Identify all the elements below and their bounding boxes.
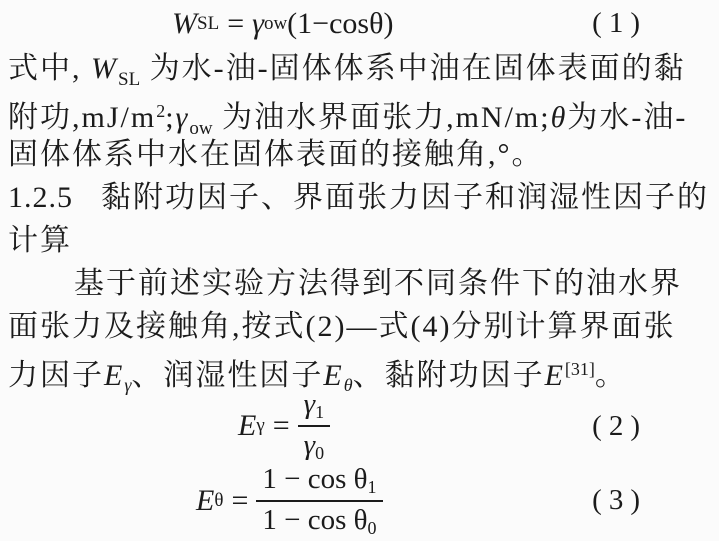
inline-var-gamma-sub: ow bbox=[189, 118, 213, 139]
para1-line1 bbox=[0, 47, 719, 90]
eq1-gamma: γ bbox=[252, 6, 264, 40]
equation-2-formula bbox=[238, 389, 330, 463]
citation-31-superscript: [31] bbox=[564, 359, 595, 379]
equation-3-number: (3) bbox=[592, 484, 647, 516]
squared-superscript: 2 bbox=[156, 101, 166, 121]
eq2-den-sub: 0 bbox=[315, 443, 325, 463]
eq2-lhs-subscript: γ bbox=[256, 415, 265, 436]
eq1-lhs: W bbox=[172, 6, 197, 40]
para2-line2: 面张力及接触角,按式(2)—式(4)分别计算界面张 bbox=[8, 310, 676, 343]
eq2-num-gamma: γ bbox=[303, 388, 316, 421]
inline-var-e-gamma: E bbox=[104, 359, 125, 392]
section-heading-line2: 计算 bbox=[8, 224, 72, 257]
section-heading-line1 bbox=[0, 176, 719, 219]
para1-line2-text2: ; bbox=[165, 101, 176, 134]
eq3-den-expr: 1 − cos θ bbox=[262, 503, 368, 536]
para1-line2-text4: 为水-油- bbox=[567, 101, 688, 134]
equation-2 bbox=[0, 388, 719, 463]
para1-line2-text3: 为油水界面张力,mN/m; bbox=[212, 101, 551, 134]
para2-line3-text1: 力因子 bbox=[8, 359, 104, 392]
eq3-lhs-subscript: θ bbox=[214, 489, 224, 511]
section-title-line1: 黏附功因子、界面张力因子和润湿性因子的 bbox=[101, 181, 709, 214]
eq3-den-sub: 0 bbox=[367, 517, 377, 538]
equation-3 bbox=[0, 461, 719, 540]
para1-line1-text2: 为水-油-固体体系中油在固体表面的黏 bbox=[140, 52, 686, 85]
eq2-num-sub: 1 bbox=[315, 402, 325, 423]
eq3-lhs: E bbox=[196, 483, 215, 517]
equation-2-number: (2) bbox=[592, 409, 647, 442]
para1-line2 bbox=[0, 90, 719, 139]
eq3-num-sub: 1 bbox=[367, 476, 377, 497]
eq2-lhs: E bbox=[238, 409, 257, 442]
eq1-gamma-subscript: ow bbox=[263, 12, 288, 34]
inline-var-w-sub: SL bbox=[118, 69, 141, 90]
equation-1 bbox=[0, 0, 719, 47]
inline-var-e-theta: E bbox=[323, 359, 344, 392]
eq1-lhs-subscript: SL bbox=[197, 12, 220, 34]
para1-line2-text1: 附功,mJ/m bbox=[8, 101, 157, 134]
para2-line1: 基于前述实验方法得到不同条件下的油水界 bbox=[74, 267, 682, 300]
inline-var-e: E bbox=[544, 359, 565, 392]
eq3-denominator bbox=[256, 500, 382, 538]
para2-line3-text2: 、润湿性因子 bbox=[131, 359, 324, 392]
eq3-equals: = bbox=[231, 483, 249, 517]
inline-var-w: W bbox=[91, 52, 118, 85]
para1-line1-text1: 式中, bbox=[8, 52, 91, 85]
para2-line3-text4: 。 bbox=[594, 359, 627, 392]
para2-line3-text3: 、黏附功因子 bbox=[352, 359, 545, 392]
eq2-den-gamma: γ bbox=[303, 429, 316, 461]
eq1-tail: (1−cosθ) bbox=[287, 6, 394, 40]
inline-var-e-gamma-sub: γ bbox=[124, 375, 132, 395]
inline-var-theta: θ bbox=[550, 101, 568, 134]
section-number: 1.2.5 bbox=[8, 181, 73, 214]
equation-1-number: (1) bbox=[592, 7, 647, 39]
eq2-denominator bbox=[298, 425, 330, 463]
eq3-numerator bbox=[256, 464, 382, 500]
para2-line3 bbox=[0, 348, 719, 395]
eq3-fraction bbox=[256, 464, 382, 538]
eq3-num-expr: 1 − cos θ bbox=[262, 462, 368, 495]
eq2-fraction bbox=[298, 389, 330, 463]
eq2-equals: = bbox=[272, 409, 290, 442]
inline-var-gamma: γ bbox=[175, 101, 190, 134]
para1-line3: 固体体系中水在固体表面的接触角,°。 bbox=[8, 138, 544, 171]
equation-3-formula bbox=[196, 464, 383, 538]
eq2-numerator bbox=[298, 389, 330, 425]
equation-1-formula bbox=[172, 7, 393, 41]
eq1-equals: = bbox=[227, 6, 245, 40]
inline-var-e-theta-sub: θ bbox=[343, 375, 353, 395]
